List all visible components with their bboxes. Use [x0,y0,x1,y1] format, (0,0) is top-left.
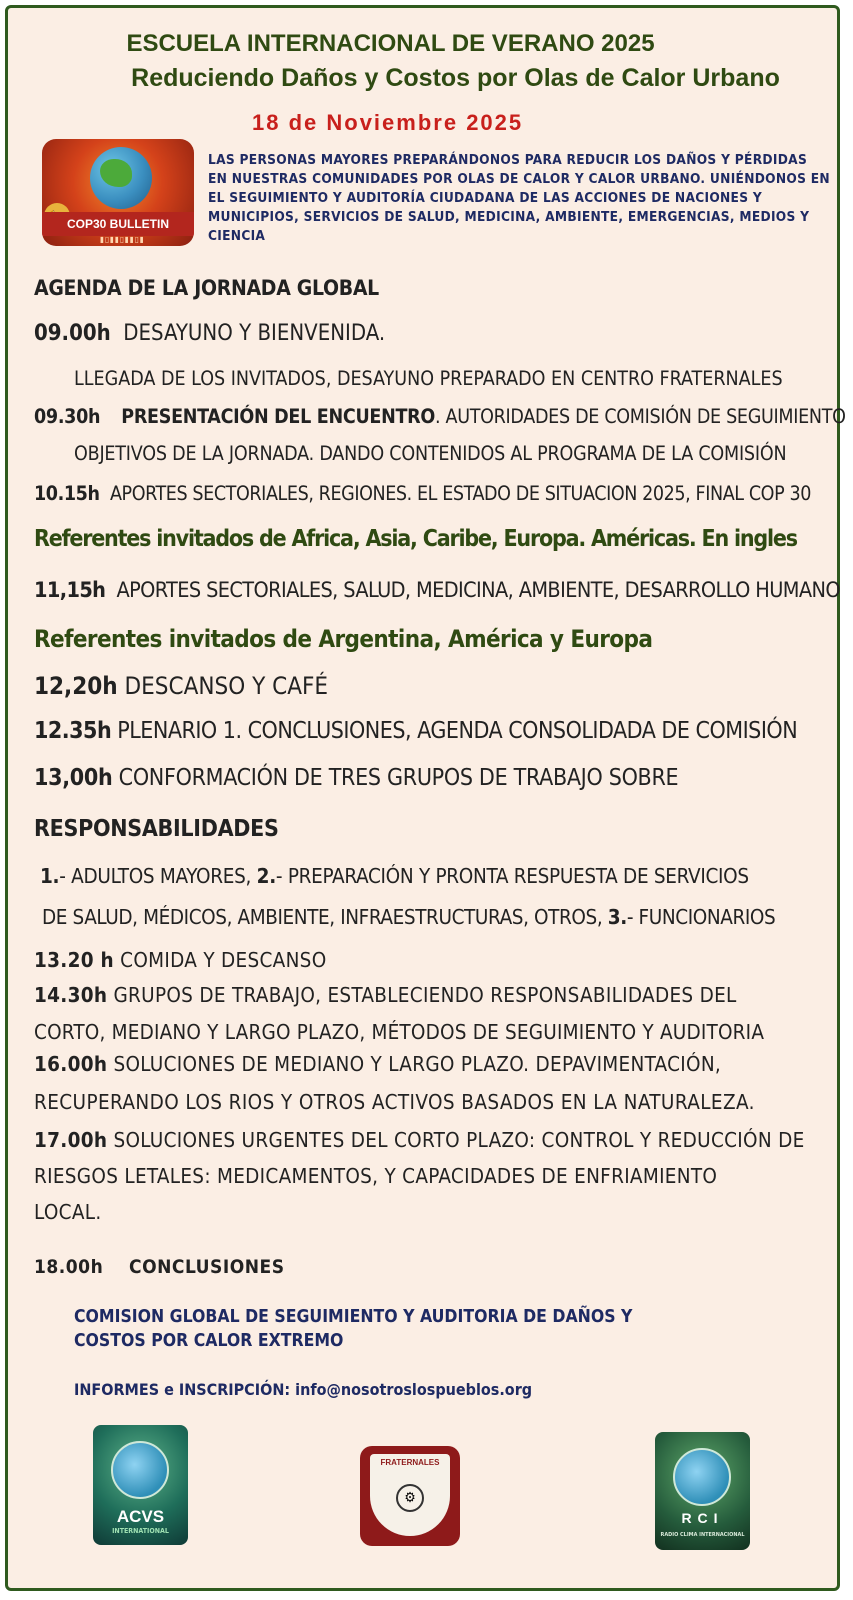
time-1600: 16.00h [34,1052,108,1076]
time-1700: 17.00h [34,1128,108,1152]
text-1235: PLENARIO 1. CONCLUSIONES, AGENDA CONSOLIDADA DE COMISIÓN [117,718,798,744]
detail-1430: CORTO, MEDIANO Y LARGO PLAZO, MÉTODOS DE SEGUIMIENTO Y AUDITORIA [34,1020,765,1044]
agenda-item-1320 [34,948,327,972]
contact-label: INFORMES e INSCRIPCIÓN: [74,1380,291,1399]
group-2-text: - PREPARACIÓN Y PRONTA RESPUESTA DE SERVICIOS [275,864,749,888]
rci-logo-sub: RADIO CLIMA INTERNACIONAL [660,1532,745,1538]
rci-logo-name: RCI [681,1510,724,1526]
text-1600: SOLUCIONES DE MEDIANO Y LARGO PLAZO. DEPAVIMENTACIÓN, [113,1052,722,1076]
detail-1700-b: LOCAL. [34,1200,102,1224]
agenda-item-1115 [34,578,840,603]
globe-icon [111,1441,169,1499]
groups-line-1 [40,864,749,888]
contact-line [74,1380,532,1399]
agenda-item-1220 [34,672,328,700]
time-1430: 14.30h [34,983,108,1007]
group-3-text: - FUNCIONARIOS [626,905,776,929]
poster-frame [5,5,846,1591]
agenda-item-1015 [34,482,811,505]
time-1015: 10.15h [34,482,100,505]
fraternales-logo-name: FRATERNALES [380,1458,440,1467]
time-1235: 12.35h [34,718,112,744]
detail-1700-a: RIESGOS LETALES: MEDICAMENTOS, Y CAPACIDADES DE ENFRIAMIENTO [34,1164,718,1188]
agenda-item-0930 [34,405,846,428]
text-0930: . AUTORIDADES DE COMISIÓN DE SEGUIMIENTO [434,405,846,428]
detail-0900: LLEGADA DE LOS INVITADOS, DESAYUNO PREPARADO EN CENTRO FRATERNALES [74,367,783,390]
time-1800: 18.00h [34,1256,104,1278]
group-3-number: 3. [607,905,627,929]
detail-1600: RECUPERANDO LOS RIOS Y OTROS ACTIVOS BASADOS EN LA NATURALEZA. [34,1090,755,1114]
commission-line-2: COSTOS POR CALOR EXTREMO [74,1331,344,1351]
commission-line-1: COMISION GLOBAL DE SEGUIMIENTO Y AUDITORIA DE DAÑOS Y [74,1307,633,1327]
fraternales-shield [370,1454,450,1536]
time-1115: 11,15h [34,578,106,603]
event-title: ESCUELA INTERNACIONAL DE VERANO 2025 [126,30,655,57]
rci-logo [655,1432,750,1550]
acvs-logo [93,1425,188,1545]
detail-0930: OBJETIVOS DE LA JORNADA. DANDO CONTENIDOS AL PROGRAMA DE LA COMISIÓN [74,442,787,465]
responsibilities-heading: RESPONSABILIDADES [34,816,279,842]
text-1300: CONFORMACIÓN DE TRES GRUPOS DE TRABAJO SOBRE [118,765,679,791]
cop30-bulletin-image [42,139,194,246]
agenda-item-1235 [34,718,797,744]
contact-email-link[interactable]: info@nosotroslospueblos.org [295,1380,533,1399]
agenda-item-1600 [34,1052,721,1076]
groups-line-2 [42,905,775,929]
time-1220: 12,20h [34,672,118,700]
text-1430: GRUPOS DE TRABAJO, ESTABLECIENDO RESPONSABILIDADES DEL [113,983,737,1007]
group-1-text: - ADULTOS MAYORES, [59,864,252,888]
time-0900: 09.00h [34,321,111,346]
agenda-item-1430 [34,983,737,1007]
agenda-heading: AGENDA DE LA JORNADA GLOBAL [34,276,379,300]
group-2-number: 2. [256,864,276,888]
locomotive-icon: ⚙ [396,1484,424,1512]
text-1320: COMIDA Y DESCANSO [120,948,327,972]
text-1700: SOLUCIONES URGENTES DEL CORTO PLAZO: CONTROL Y REDUCCIÓN DE [113,1128,805,1152]
globe-icon [673,1448,731,1506]
agenda-item-1800 [34,1256,285,1278]
agenda-item-1300 [34,765,678,791]
agenda-item-0900 [34,321,385,346]
text-1800: CONCLUSIONES [129,1256,285,1278]
time-1300: 13,00h [34,765,113,791]
event-subtitle: Reduciendo Daños y Costos por Olas de Calor Urbano [131,64,780,92]
text-1220: DESCANSO Y CAFÉ [124,672,329,700]
badge-label: COP30 BULLETIN [42,212,194,236]
acvs-logo-sub: INTERNATIONAL [112,1527,169,1535]
bold-0930: PRESENTACIÓN DEL ENCUENTRO [121,405,435,428]
acvs-logo-name: ACVS [116,1507,165,1526]
time-1320: 13.20 h [34,948,114,972]
event-date: 18 de Noviembre 2025 [252,110,524,135]
guests-1015: Referentes invitados de Africa, Asia, Caribe, Europa. Américas. En ingles [34,526,797,552]
group-2-continuation: DE SALUD, MÉDICOS, AMBIENTE, INFRAESTRUCTURAS, OTROS, [42,905,603,929]
text-0900: DESAYUNO Y BIENVENIDA. [123,321,386,346]
text-1115: APORTES SECTORIALES, SALUD, MEDICINA, AMBIENTE, DESARROLLO HUMANO [116,578,840,603]
group-1-number: 1. [40,864,60,888]
intro-paragraph: LAS PERSONAS MAYORES PREPARÁNDONOS PARA REDUCIR LOS DAÑOS Y PÉRDIDAS EN NUESTRAS COMUNIDADES POR OLAS DE CALOR Y CALOR URBANO. UNIÉNDONOS EN EL SEGUIMIENTO Y AUDITORÍA CIUDADANA DE LAS ACCIONES DE NACIONES Y MUNICIPIOS, SERVICIOS DE SALUD, MEDICINA, AMBIENTE, EMERGENCIAS, MEDIOS Y CIENCIA [208,152,830,244]
guests-1115: Referentes invitados de Argentina, América y Europa [34,625,653,653]
fraternales-logo [360,1446,460,1546]
text-1015: APORTES SECTORIALES, REGIONES. EL ESTADO DE SITUACION 2025, FINAL COP 30 [109,482,811,505]
time-0930: 09.30h [34,405,101,428]
audio-wave-icon: ▮▯▮▮▯▮▮▯▮ [100,235,145,244]
agenda-item-1700 [34,1128,805,1152]
